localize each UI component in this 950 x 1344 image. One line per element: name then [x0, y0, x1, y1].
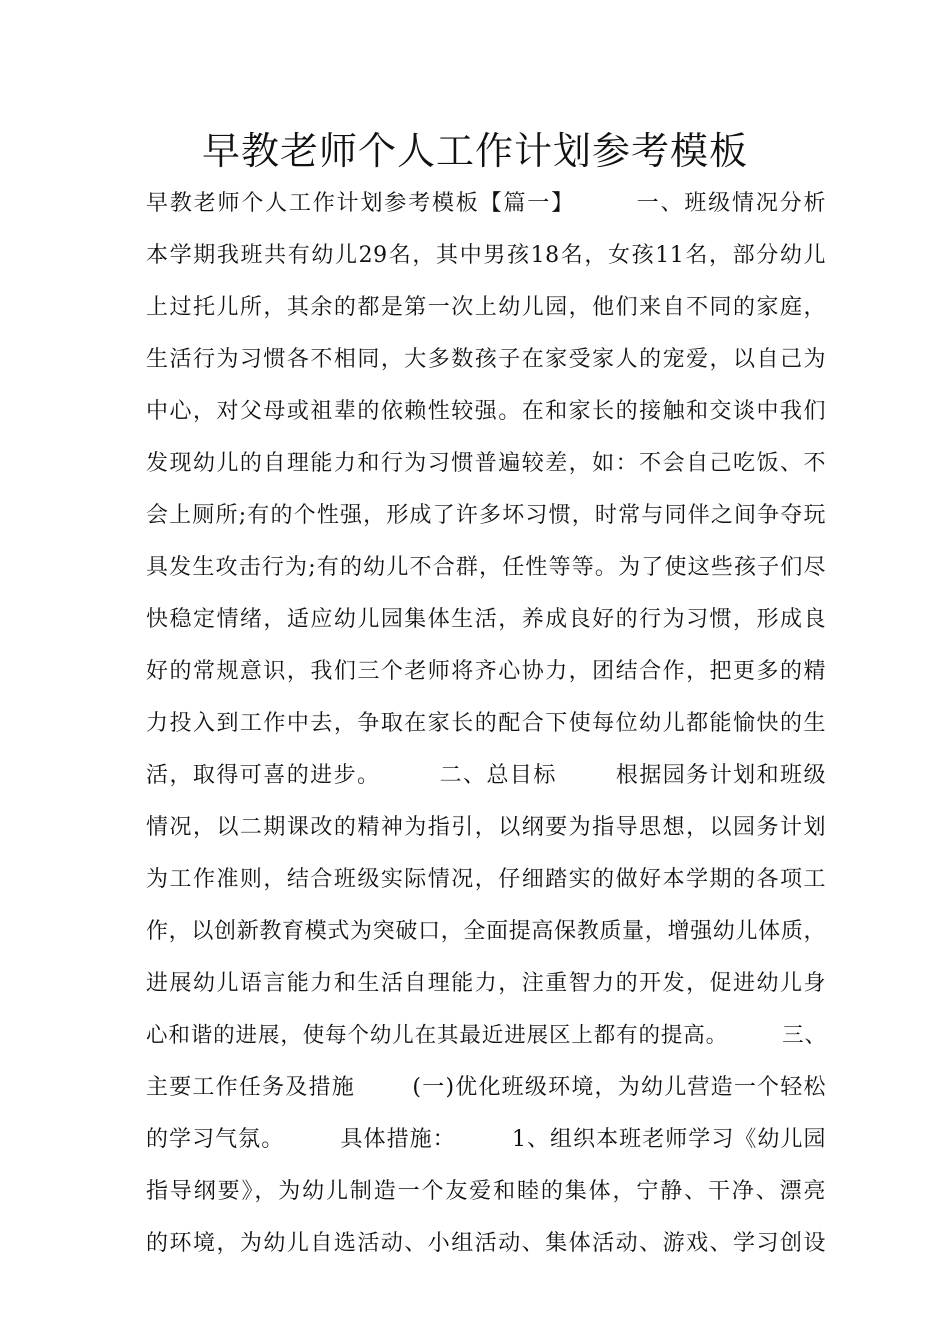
body-line: 发现幼儿的自理能力和行为习惯普遍较差，如：不会自己吃饭、不: [146, 451, 826, 476]
body-line: 的学习气氛。 具体措施： 1、组织本班老师学习《幼儿园: [146, 1127, 826, 1152]
body-line: 生活行为习惯各不相同，大多数孩子在家受家人的宠爱，以自己为: [146, 347, 826, 372]
body-line: 作，以创新教育模式为突破口，全面提高保教质量，增强幼儿体质，: [146, 919, 826, 944]
body-line: 情况，以二期课改的精神为指引，以纲要为指导思想，以园务计划: [146, 815, 826, 840]
body-line: 活，取得可喜的进步。 二、总目标 根据园务计划和班级: [146, 763, 826, 788]
body-line: 中心，对父母或祖辈的依赖性较强。在和家长的接触和交谈中我们: [146, 399, 826, 424]
body-line: 快稳定情绪，适应幼儿园集体生活，养成良好的行为习惯，形成良: [146, 607, 826, 632]
body-line: 主要工作任务及措施 (一)优化班级环境，为幼儿营造一个轻松: [146, 1075, 826, 1100]
body-line: 心和谐的进展，使每个幼儿在其最近进展区上都有的提高。 三、: [146, 1023, 826, 1048]
body-line: 力投入到工作中去，争取在家长的配合下使每位幼儿都能愉快的生: [146, 711, 826, 736]
document-title: 早教老师个人工作计划参考模板: [201, 129, 748, 173]
body-line: 进展幼儿语言能力和生活自理能力，注重智力的开发，促进幼儿身: [146, 971, 826, 996]
body-line: 具发生攻击行为;有的幼儿不合群，任性等等。为了使这些孩子们尽: [146, 555, 826, 580]
body-line: 早教老师个人工作计划参考模板【篇一】 一、班级情况分析: [146, 191, 826, 216]
body-line: 好的常规意识，我们三个老师将齐心协力，团结合作，把更多的精: [146, 659, 826, 684]
body-line: 上过托儿所，其余的都是第一次上幼儿园，他们来自不同的家庭，: [146, 295, 826, 320]
body-line: 本学期我班共有幼儿29名，其中男孩18名，女孩11名，部分幼儿: [146, 243, 826, 268]
document-body: [146, 178, 826, 1270]
body-line: 指导纲要》，为幼儿制造一个友爱和睦的集体，宁静、干净、漂亮: [146, 1179, 826, 1204]
body-line: 的环境，为幼儿自选活动、小组活动、集体活动、游戏、学习创设: [146, 1231, 826, 1256]
body-line: 会上厕所;有的个性强，形成了许多坏习惯，时常与同伴之间争夺玩: [146, 503, 826, 528]
body-line: 为工作准则，结合班级实际情况，仔细踏实的做好本学期的各项工: [146, 867, 826, 892]
